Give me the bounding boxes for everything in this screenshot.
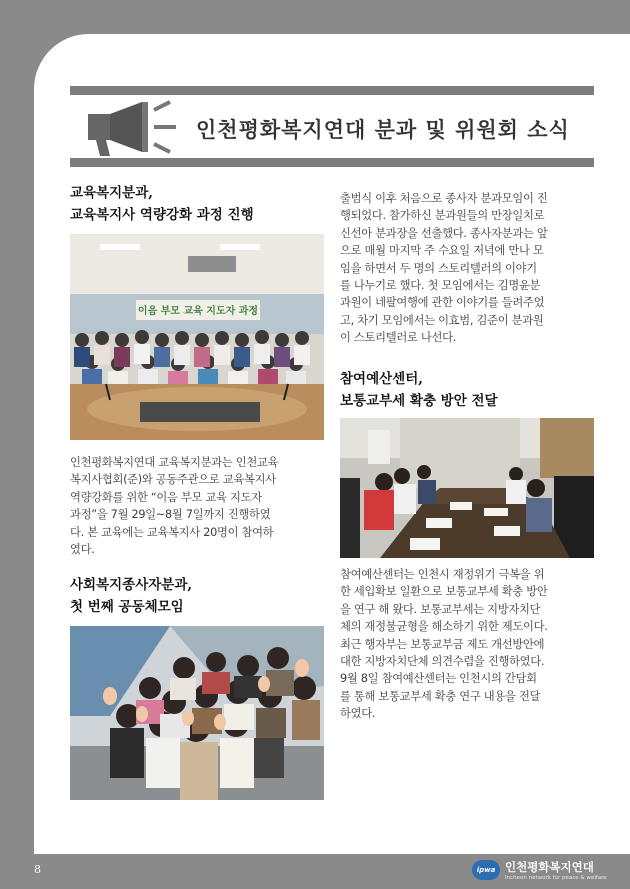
article-1-body (70, 454, 328, 558)
logo-mark-icon: ipwa (472, 860, 500, 880)
article-1-body-line: 과정”을 7월 29일~8월 7일까지 진행하였 (70, 508, 271, 522)
article-2-body-line: 출범식 이후 처음으로 종사자 분과모임이 진 (340, 192, 548, 205)
article-2-body-line: 이 스토리텔러로 나선다. (340, 331, 457, 345)
article-2-body-line: 고, 차기 모임에서는 이효범, 김준이 분과원 (340, 313, 544, 327)
article-2-body-line: 과원이 네팔여행에 관한 이야기를 들려주었 (340, 296, 545, 310)
article-1-body-line: 다. 본 교육에는 교육복지사 20명이 참여하 (70, 525, 274, 539)
article-1-title-line-2: 교육복지사 역량강화 과정 진행 (70, 207, 254, 223)
article-2-title (70, 574, 192, 618)
organization-logo (472, 858, 622, 886)
article-3-title (340, 368, 498, 412)
article-3-title-line-2: 보통교부세 확충 방안 전달 (340, 393, 498, 409)
article-3-body-line: 하였다. (340, 707, 376, 721)
article-2-body-line: 행되었다. 참가하신 분과원들의 만장일치로 (340, 209, 545, 223)
logo-subtitle: Incheon network for peace & welfare (505, 875, 607, 881)
page-number: 8 (34, 863, 41, 876)
article-3-title-line-1: 참여예산센터, (340, 371, 423, 387)
article-2-title-line-1: 사회복지종사자분과, (70, 577, 193, 593)
article-1-title-line-1: 교육복지분과, (70, 185, 153, 201)
article-3-body-line: 최근 행자부는 보통교부금 제도 개선방안에 (340, 637, 545, 651)
article-1-body-line: 복지사협회(준)와 공동주관으로 교육복지사 (70, 473, 276, 487)
article-1-body-line: 인천평화복지연대 교육복지분과는 인천교육 (70, 456, 279, 469)
article-2-body-line: 를 나누기로 했다. 첫 모임에서는 김명윤분 (340, 279, 541, 293)
article-2-photo (70, 626, 324, 800)
photo-banner-text: 이음 부모 교육 지도자 과정 (137, 306, 259, 317)
header-rule-top (70, 86, 594, 95)
article-3-body-line: 를 통해 보통교부세 확충 연구 내용을 전달 (340, 689, 541, 703)
article-3-body-line: 참여예산센터는 인천시 재정위기 극복을 위 (340, 568, 545, 581)
article-3-body-line: 대한 지방자치단체 의견수렴을 진행하였다. (340, 655, 545, 669)
header-rule-bottom (70, 158, 594, 167)
article-3-photo (340, 418, 594, 558)
article-1-body-line: 였다. (70, 543, 95, 557)
article-2-body-line: 신선아 분과장을 선출했다. 종사자분과는 앞 (340, 226, 548, 240)
article-2-body-line: 임을 하면서 두 명의 스토리텔러의 이야기 (340, 261, 537, 275)
article-1-body-line: 역량강화를 위한 “이음 부모 교육 지도자 (70, 490, 262, 504)
megaphone-icon (84, 100, 180, 156)
article-3-body-line: 한 세입확보 일환으로 보통교부세 확충 방안 (340, 585, 548, 599)
article-2-title-line-2: 첫 번째 공동체모임 (70, 599, 184, 615)
article-2-body (340, 190, 596, 347)
logo-name: 인천평화복지연대 (505, 860, 594, 874)
article-3-body-line: 을 연구 해 왔다. 보통교부세는 지방자치단 (340, 602, 541, 616)
article-2-body-line: 으로 매월 마지막 주 수요일 저녁에 만나 모 (340, 244, 544, 258)
article-3-body-line: 9월 8일 참여예산센터는 인천시의 간담회 (340, 672, 537, 686)
article-3-body (340, 566, 596, 723)
section-title: 인천평화복지연대 분과 및 위원회 소식 (196, 117, 570, 142)
article-3-body-line: 체의 재정불균형을 해소하기 위한 제도이다. (340, 620, 548, 634)
article-1-title (70, 182, 254, 226)
article-1-photo (70, 234, 324, 440)
